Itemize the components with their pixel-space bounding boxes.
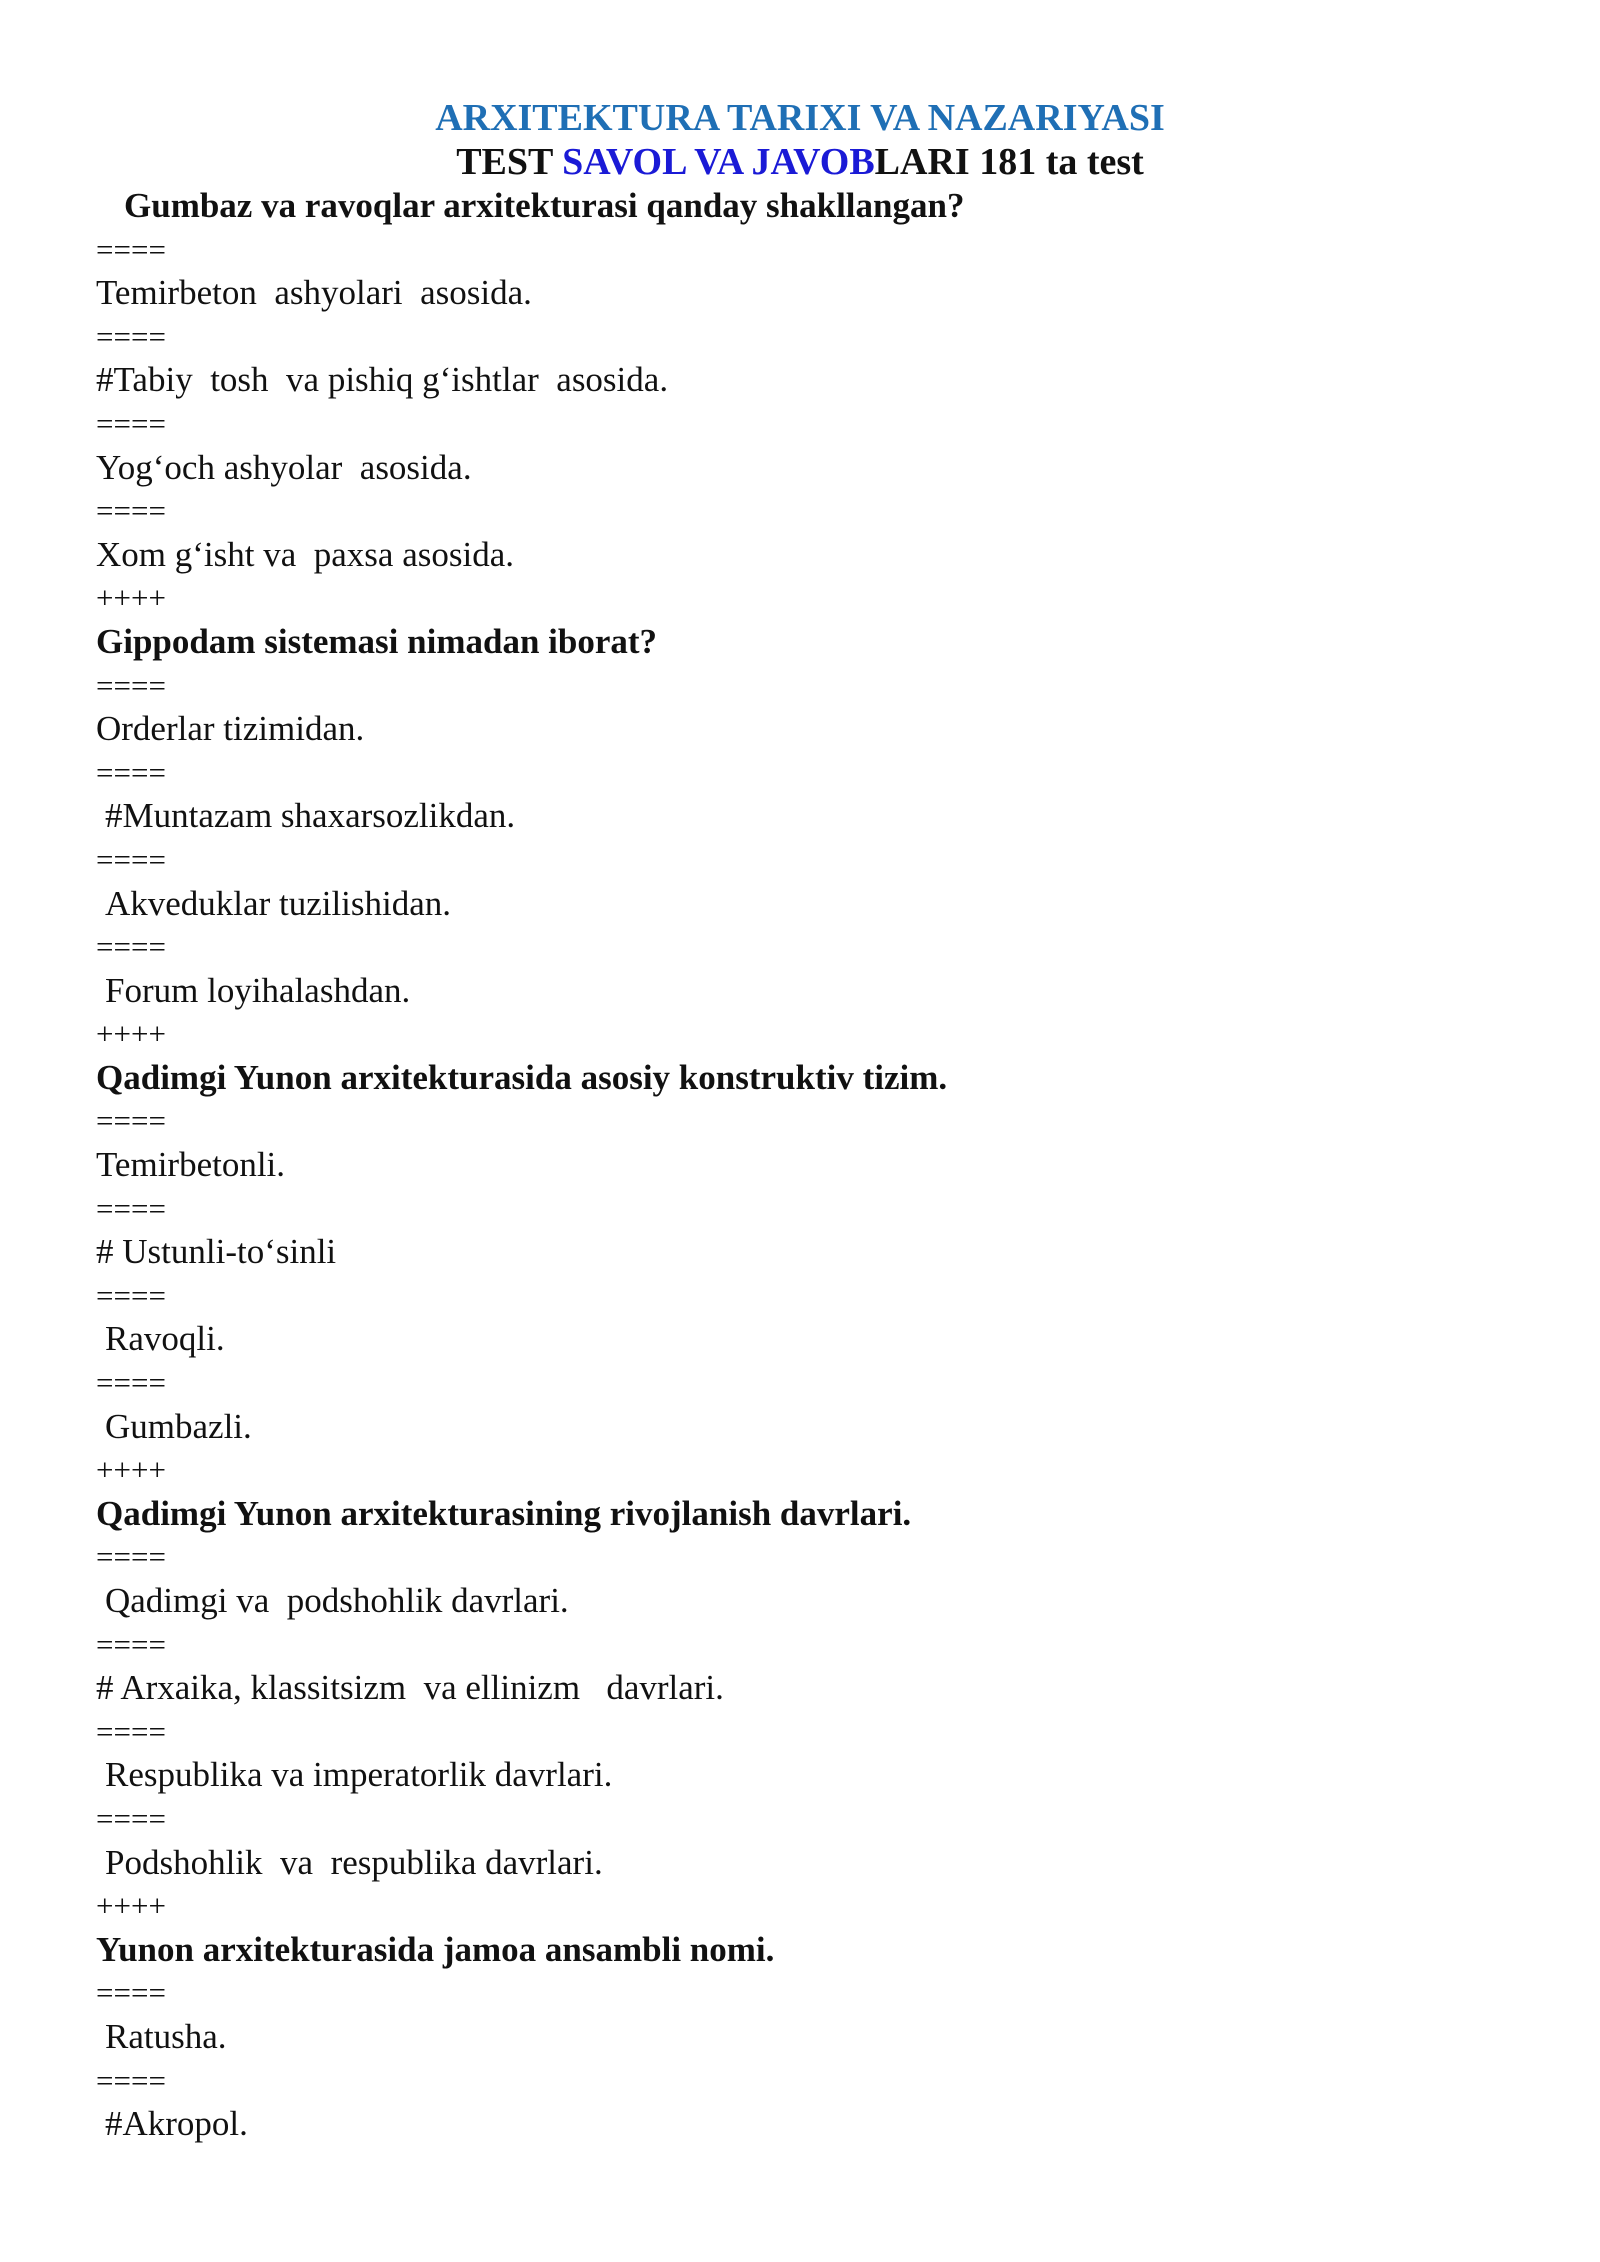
question-separator: ++++	[96, 1452, 166, 1488]
q3-option-3: Ravoqli.	[105, 1319, 225, 1359]
option-separator: ====	[96, 493, 166, 529]
subtitle-part-1: TEST	[456, 141, 563, 183]
q1-option-3: Yog‘och ashyolar asosida.	[96, 447, 472, 487]
q3-option-4: Gumbazli.	[105, 1406, 252, 1446]
q2-option-3: Akveduklar tuzilishidan.	[105, 883, 452, 923]
q4-option-4: Podshohlik va respublika davrlari.	[105, 1842, 603, 1882]
subtitle-part-3: LARI 181 ta test	[874, 141, 1144, 183]
option-separator: ====	[96, 318, 166, 354]
question-separator: ++++	[96, 1888, 166, 1924]
option-separator: ====	[96, 1975, 166, 2011]
option-separator: ====	[96, 929, 166, 965]
option-separator: ====	[96, 754, 166, 790]
question-3: Qadimgi Yunon arxitekturasida asosiy konstruktiv tizim.	[96, 1057, 948, 1097]
document-title: ARXITEKTURA TARIXI VA NAZARIYASI	[435, 97, 1165, 139]
q4-option-2: # Arxaika, klassitsizm va ellinizm davrlari.	[96, 1668, 724, 1708]
q2-option-2: #Muntazam shaxarsozlikdan.	[105, 796, 516, 836]
option-separator: ====	[96, 667, 166, 703]
q2-option-1: Orderlar tizimidan.	[96, 709, 365, 749]
option-separator: ====	[96, 1539, 166, 1575]
question-separator: ++++	[96, 580, 166, 616]
q3-option-2: # Ustunli-to‘sinli	[96, 1232, 337, 1272]
question-separator: ++++	[96, 1016, 166, 1052]
option-separator: ====	[96, 1626, 166, 1662]
option-separator: ====	[96, 1103, 166, 1139]
test-content	[96, 184, 1516, 2146]
q5-option-1: Ratusha.	[105, 2016, 227, 2056]
option-separator: ====	[96, 841, 166, 877]
question-2: Gippodam sistemasi nimadan iborat?	[96, 621, 658, 661]
subtitle-part-2: SAVOL VA JAVOB	[562, 141, 875, 183]
question-1: Gumbaz va ravoqlar arxitekturasi qanday shakllangan?	[124, 186, 965, 225]
q1-option-4: Xom g‘isht va paxsa asosida.	[96, 534, 514, 574]
option-separator: ====	[96, 2062, 166, 2098]
question-4: Qadimgi Yunon arxitekturasining rivojlanish davrlari.	[96, 1493, 912, 1533]
option-separator: ====	[96, 231, 166, 267]
q1-option-1: Temirbeton ashyolari asosida.	[96, 273, 532, 313]
option-separator: ====	[96, 1190, 166, 1226]
document-subtitle	[0, 140, 1600, 184]
question-5: Yunon arxitekturasida jamoa ansambli nomi.	[96, 1929, 775, 1969]
q5-option-2: #Akropol.	[105, 2104, 248, 2144]
option-separator: ====	[96, 1365, 166, 1401]
option-separator: ====	[96, 405, 166, 441]
option-separator: ====	[96, 1800, 166, 1836]
option-separator: ====	[96, 1277, 166, 1313]
q3-option-1: Temirbetonli.	[96, 1145, 286, 1185]
q1-option-2: #Tabiy tosh va pishiq g‘ishtlar asosida.	[96, 360, 669, 400]
q2-option-4: Forum loyihalashdan.	[105, 970, 411, 1010]
q4-option-1: Qadimgi va podshohlik davrlari.	[105, 1581, 569, 1620]
option-separator: ====	[96, 1713, 166, 1749]
q4-option-3: Respublika va imperatorlik davrlari.	[105, 1755, 613, 1795]
